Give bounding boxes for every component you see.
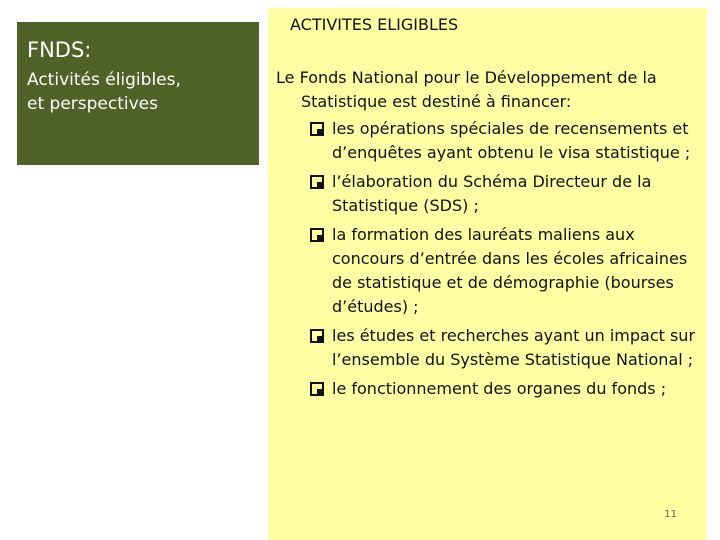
bullet-text: la formation des lauréats maliens aux concours d’entrée dans les écoles africaines de statistique et de démographie (bourses d’études) ; (332, 225, 688, 316)
checkbox-bullet-icon (310, 382, 324, 396)
bullet-text: l’élaboration du Schéma Directeur de la Statistique (SDS) ; (332, 172, 652, 215)
panel-heading: ACTIVITES ELIGIBLES (290, 15, 459, 34)
bullet-text: le fonctionnement des organes du fonds ; (332, 379, 667, 398)
page-number: 11 (664, 509, 677, 520)
bullet-text: les études et recherches ayant un impact sur l’ensemble du Système Statistique National ; (332, 326, 696, 369)
checkbox-bullet-icon (310, 122, 324, 136)
content-panel (268, 8, 707, 540)
title-box (17, 22, 259, 165)
list-item (310, 324, 704, 372)
slide-subtitle-line-2: et perspectives (27, 94, 158, 114)
list-item (310, 377, 704, 401)
intro-text: Le Fonds National pour le Développement de la Statistique est destiné à financer: (276, 68, 657, 111)
slide-subtitle-line-1: Activités éligibles, (27, 70, 181, 90)
bullet-text: les opérations spéciales de recensements et d’enquêtes ayant obtenu le visa statistique ; (332, 119, 691, 162)
checkbox-bullet-icon (310, 175, 324, 189)
slide-title: FNDS: (27, 38, 92, 62)
bullet-list (310, 117, 704, 406)
checkbox-bullet-icon (310, 329, 324, 343)
list-item (310, 117, 704, 165)
list-item (310, 170, 704, 218)
list-item (310, 223, 704, 319)
checkbox-bullet-icon (310, 228, 324, 242)
